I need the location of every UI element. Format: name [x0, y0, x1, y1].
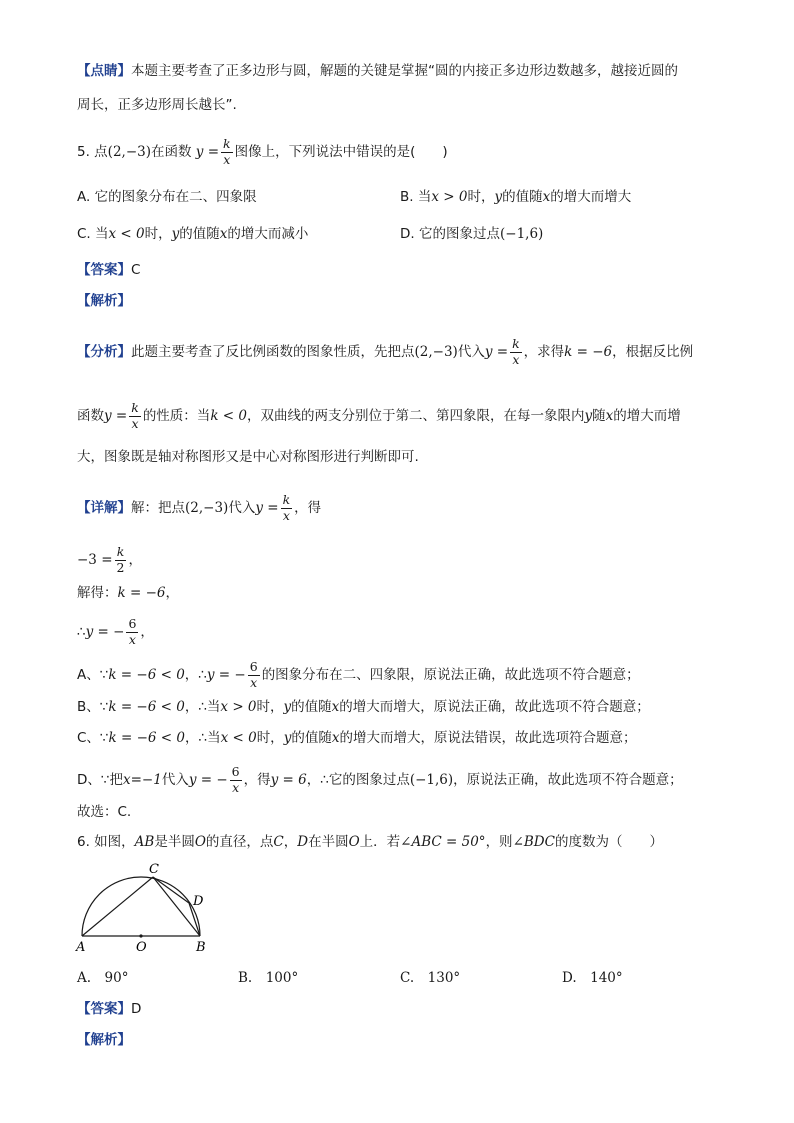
q5-func-fraction [221, 138, 233, 166]
fenxi-math: y [584, 408, 593, 424]
xj-text: ，∴当 [184, 730, 221, 746]
xj-math: k = −6 < 0 [108, 699, 185, 715]
q6-math: C [273, 834, 284, 850]
q6-option-c [400, 969, 460, 987]
q6-option-text: C. 130° [400, 970, 461, 986]
frac-den: x [250, 674, 258, 690]
fenxi-text: 大，图象既是轴对称图形又是中心对称图形进行判断即可. [77, 449, 419, 465]
opt-text: C. 当 [77, 226, 109, 242]
fenxi-text: 此题主要考查了反比例函数的图象性质，先把点 [131, 344, 415, 360]
opt-math: y [494, 189, 503, 205]
q6-math: O [348, 834, 360, 850]
xj-text: ， [128, 552, 142, 568]
opt-math: x < 0 [108, 226, 145, 242]
xiangjie-line-b [77, 698, 650, 716]
xiangjie-line-1 [77, 494, 321, 522]
xj-math: y = − [188, 772, 228, 788]
q6-stem [77, 833, 663, 851]
q6-text: ， [283, 834, 298, 850]
q5-mid: 在函数 [151, 144, 192, 160]
xj-text: 代入 [228, 500, 256, 516]
q6-text: 在半圆 [308, 834, 349, 850]
xiangjie-line-d [77, 766, 683, 794]
fenxi-text: 的增大而增 [613, 408, 681, 424]
xj-math: k = −6 < 0 [108, 667, 185, 683]
opt-math: x > 0 [431, 189, 468, 205]
label-b: B [196, 940, 206, 955]
fenxi-math: x [605, 408, 614, 424]
fenxi-line-3 [77, 448, 419, 466]
jiexi-tag: 【解析】 [77, 293, 131, 309]
frac-den: x [512, 351, 520, 367]
frac-den: x [131, 415, 139, 431]
fenxi-line-2 [77, 402, 681, 430]
q6-math: ∠BDC [512, 834, 555, 850]
q5-point: (2,−3) [107, 144, 151, 160]
answer-tag: 【答案】 [77, 1001, 131, 1017]
xj-text: 的增大而增大，原说法错误，故此选项符合题意； [339, 730, 637, 746]
xj-math: y [283, 730, 292, 746]
frac-den: x [232, 779, 240, 795]
q6-answer [77, 1000, 141, 1018]
opt-math: (−1,6) [499, 226, 544, 242]
q6-math: AB [134, 834, 155, 850]
q6-text: 是半圆 [154, 834, 195, 850]
answer-tag: 【答案】 [77, 262, 131, 278]
xj-text: ，原说法正确，故此选项不符合题意； [453, 772, 683, 788]
xiangjie-line-c [77, 729, 636, 747]
xj-text: A、∵ [77, 667, 109, 683]
fenxi-fraction [129, 402, 141, 430]
fenxi-text: 的性质：当 [142, 408, 211, 424]
xj-point: (2,−3) [185, 500, 229, 516]
xj-math: y = 6 [270, 772, 307, 788]
q6-option-d [562, 969, 623, 987]
q5-prefix: 5. 点 [77, 144, 108, 160]
q6-math: O [194, 834, 206, 850]
q5-stem [77, 138, 448, 166]
xj-math: y = − [206, 667, 246, 683]
q6-jiexi [77, 1031, 131, 1049]
xj-point: (−1,6) [409, 772, 454, 788]
frac-num: k [115, 546, 127, 561]
q5-answer [77, 261, 140, 279]
xiangjie-line-4 [77, 618, 154, 646]
xj-math: x > 0 [220, 699, 257, 715]
xj-fraction [248, 661, 260, 689]
xj-fraction [115, 546, 127, 574]
answer-value: D [131, 1001, 142, 1017]
fenxi-line-1 [77, 338, 693, 366]
frac-den: x [223, 151, 231, 167]
dianjing-tag: 【点睛】 [77, 63, 131, 79]
xj-text: 的增大而增大，原说法正确，故此选项不符合题意； [339, 699, 650, 715]
xj-math: x < 0 [220, 730, 257, 746]
q5-option-d [400, 225, 543, 243]
xj-text: 故选：C. [77, 804, 132, 820]
opt-text: 的增大而减小 [227, 226, 309, 242]
fenxi-fraction [510, 338, 522, 366]
fenxi-text: ，求得 [523, 344, 565, 360]
xj-math: y [283, 699, 292, 715]
xj-text: ，∴当 [184, 699, 221, 715]
xj-text: ，得 [294, 500, 322, 516]
q5-option-a-text: A. 它的图象分布在二、四象限 [77, 189, 257, 205]
xj-math: k = −6 [117, 585, 166, 601]
label-d: D [193, 894, 204, 909]
semicircle-arc [82, 877, 200, 936]
fenxi-math: y = [484, 344, 509, 360]
frac-den: 2 [116, 559, 125, 575]
q5-option-b [400, 188, 631, 206]
q6-math: D [297, 834, 309, 850]
q6-option-text: D. 140° [562, 970, 623, 986]
xj-math: x [331, 730, 340, 746]
semicircle-figure [70, 860, 220, 956]
fenxi-text: 函数 [77, 408, 104, 424]
label-o: O [136, 940, 147, 955]
xj-text: C、∵ [77, 730, 109, 746]
opt-math: y [171, 226, 180, 242]
frac-num: k [131, 400, 139, 415]
opt-math: x [542, 189, 551, 205]
xj-text: 的值随 [291, 730, 332, 746]
xj-math: −3 = [77, 552, 113, 568]
xj-math: k = −6 < 0 [108, 730, 185, 746]
fenxi-text: 代入 [457, 344, 485, 360]
xj-text: ，∴ [184, 667, 207, 683]
fenxi-text: ，根据反比例 [612, 344, 694, 360]
xj-text: 时， [256, 730, 284, 746]
fenxi-point: (2,−3) [414, 344, 458, 360]
xj-text: 解：把点 [131, 500, 185, 516]
q5-jiexi [77, 292, 131, 310]
opt-text: 时， [467, 189, 495, 205]
dianjing-text-1: 本题主要考查了正多边形与圆，解题的关键是掌握“圆的内接正多边形边数越多，越接近圆的 [131, 63, 678, 79]
frac-den: x [282, 507, 290, 523]
xj-text: B、∵ [77, 699, 109, 715]
xj-text: ， [165, 585, 179, 601]
opt-math: x [219, 226, 228, 242]
xj-fraction [281, 494, 293, 522]
xj-fraction [230, 766, 242, 794]
opt-text: 时， [144, 226, 172, 242]
xiangjie-line-2 [77, 546, 142, 574]
xj-fraction [126, 618, 138, 646]
q5-option-a [77, 188, 257, 206]
opt-text: B. 当 [400, 189, 432, 205]
opt-text: 的值随 [179, 226, 220, 242]
dianjing-line-2 [77, 96, 237, 114]
xiangjie-line-a [77, 661, 640, 689]
dianjing-line-1 [77, 62, 678, 80]
q6-text: 的直径，点 [205, 834, 274, 850]
xiangjie-guxuan [77, 803, 131, 821]
q5-suffix: 图像上，下列说法中错误的是( ) [234, 144, 448, 160]
frac-num: 6 [128, 616, 137, 631]
xiangjie-tag: 【详解】 [77, 500, 131, 516]
q6-text: ，则 [485, 834, 513, 850]
q5-option-c [77, 225, 308, 243]
q6-text: 上．若 [359, 834, 401, 850]
q6-math: ∠ABC = 50° [400, 834, 486, 850]
q6-option-a [77, 969, 128, 987]
q6-text: 6. 如图， [77, 834, 135, 850]
xj-text: ∴ [77, 624, 86, 640]
dianjing-text-2: 周长，正多边形周长越长”. [77, 97, 237, 113]
xj-text: 代入 [161, 772, 189, 788]
q6-text: 的度数为（ ） [554, 834, 663, 850]
xj-text: ， [140, 624, 154, 640]
opt-text: 的增大而增大 [550, 189, 632, 205]
frac-num: 6 [231, 764, 240, 779]
xj-text: D、∵把 [77, 772, 123, 788]
xj-math: x [331, 699, 340, 715]
xiangjie-line-3 [77, 584, 179, 602]
q6-option-text: B. 100° [238, 970, 299, 986]
fenxi-math: y = [104, 408, 128, 424]
frac-den: x [128, 631, 136, 647]
frac-num: k [223, 136, 231, 151]
fenxi-tag: 【分析】 [77, 344, 131, 360]
xj-text: 时， [256, 699, 284, 715]
xj-text: 的值随 [291, 699, 332, 715]
opt-text: D. 它的图象过点 [400, 226, 500, 242]
xj-math: x=−1 [122, 772, 162, 788]
frac-num: k [512, 336, 520, 351]
fenxi-math: k = −6 [564, 344, 613, 360]
fenxi-math: k < 0 [210, 408, 247, 424]
q6-option-text: A. 90° [77, 970, 129, 986]
xj-text: 解得： [77, 585, 118, 601]
frac-num: 6 [249, 659, 258, 674]
fenxi-text: 随 [592, 408, 606, 424]
fenxi-text: ，双曲线的两支分别位于第二、第四象限，在每一象限内 [246, 408, 585, 424]
xj-text: ，得 [243, 772, 271, 788]
q5-func-lhs: y = [195, 144, 220, 160]
xj-math: y = − [85, 624, 125, 640]
frac-num: k [282, 492, 291, 507]
chord-ac [82, 877, 153, 936]
center-point [139, 934, 142, 937]
answer-value: C [131, 262, 141, 278]
label-a: A [76, 940, 86, 955]
jiexi-tag: 【解析】 [77, 1032, 131, 1048]
xj-text: ，∴它的图象过点 [306, 772, 410, 788]
label-c: C [149, 862, 159, 877]
xj-text: 的图象分布在二、四象限，原说法正确，故此选项不符合题意； [261, 667, 640, 683]
q6-option-b [238, 969, 298, 987]
xj-math: y = [255, 500, 279, 516]
opt-text: 的值随 [502, 189, 543, 205]
